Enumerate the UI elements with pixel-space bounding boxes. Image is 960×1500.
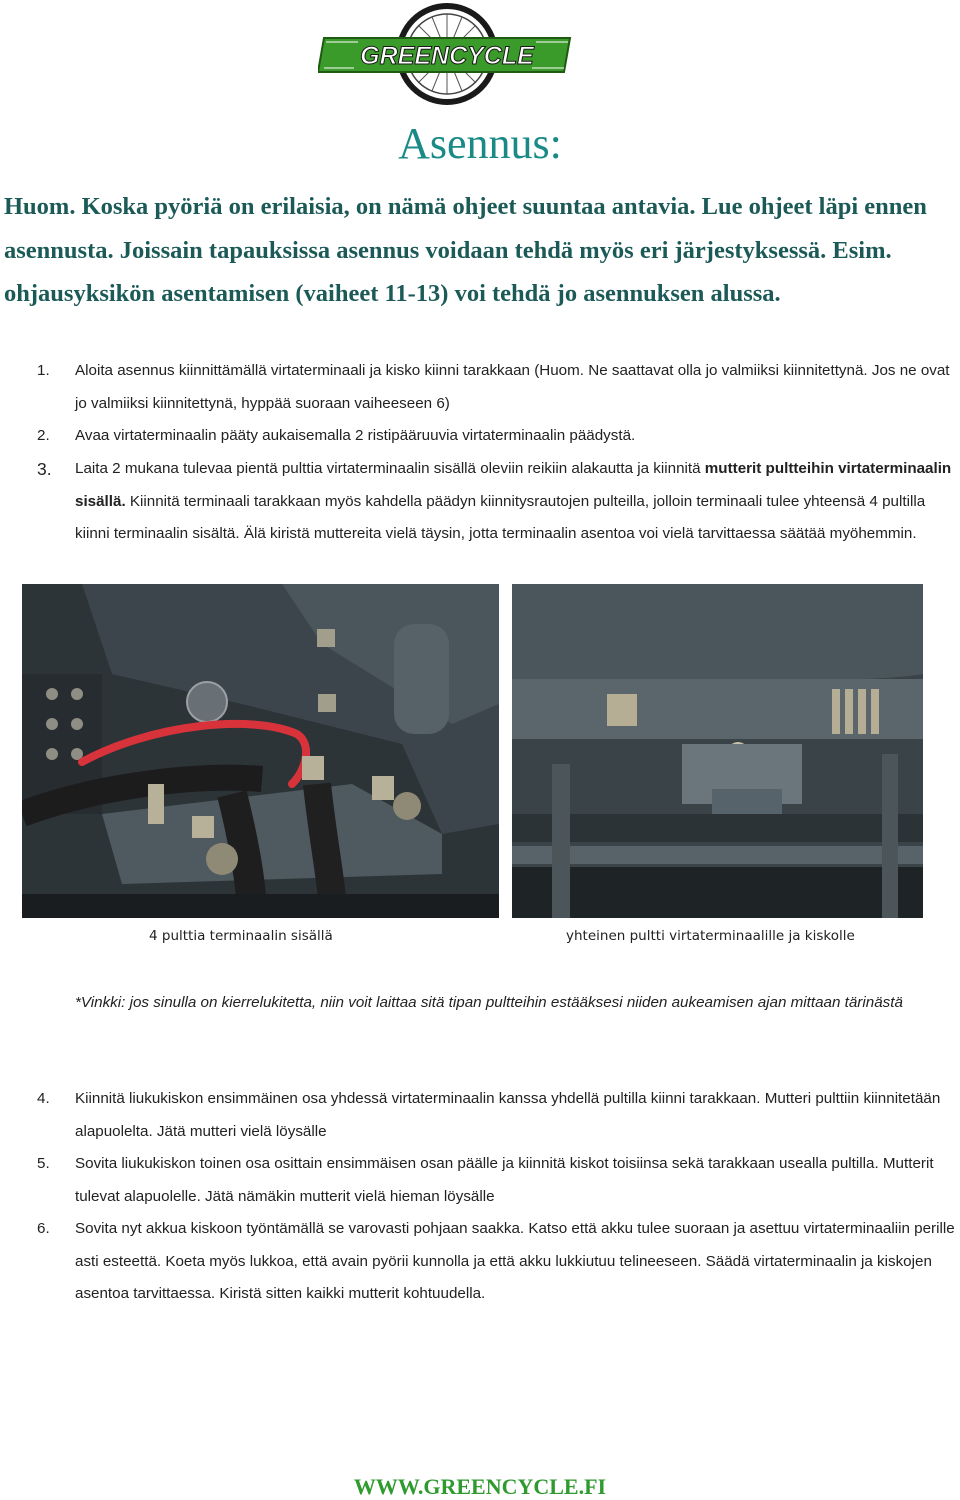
step-number: 5.: [37, 1155, 50, 1172]
step-text: Avaa virtaterminaalin pääty aukaisemalla 2 ristipääruuvia virtaterminaalin päädystä.: [75, 427, 636, 444]
photo-terminal-bolts: [22, 584, 499, 918]
step-number: 4.: [37, 1090, 50, 1107]
greencycle-logo: [318, 2, 576, 106]
step-number: 1.: [37, 362, 50, 379]
photo-common-bolt: [512, 584, 923, 918]
step-text: Aloita asennus kiinnittämällä virtaterminaali ja kisko kiinni tarakkaan (Huom. Ne saattavat olla jo valmiiksi kiinnitettynä. Jos ne ovat jo valmiiksi kiinnitettynä, hyppää suoraan vaiheeseen 6): [75, 362, 950, 412]
step-number: 2.: [37, 427, 50, 444]
step-text: [75, 453, 955, 551]
bicycle-wheel-icon: [318, 2, 576, 106]
photo-caption: 4 pulttia terminaalin sisällä: [149, 928, 333, 944]
photo-caption: yhteinen pultti virtaterminaalille ja kiskolle: [566, 928, 855, 944]
step-text: Sovita nyt akkua kiskoon työntämällä se varovasti pohjaan saakka. Katso että akku tulee suoraan ja asettuu virtaterminaaliin perille asti esteettä. Koeta myös lukkoa, että avain pyörii kunnolla ja että akku lukkiutuu telineeseen. Säädä virtaterminaalin ja kiskojen asentoa tarvittaessa. Kiristä sitten kaikki mutterit kohtuudella.: [75, 1220, 955, 1302]
page-title: Asennus:: [398, 119, 562, 168]
website-link[interactable]: WWW.GREENCYCLE.FI: [353, 1474, 607, 1499]
step-text-bold: mutterit pultteihin virtaterminaalin sisällä.: [75, 460, 952, 510]
tip-note: *Vinkki: jos sinulla on kierrelukitetta, niin voit laittaa sitä tipan pultteihin estääksesi niiden aukeamisen ajan mittaan tärinästä: [75, 994, 903, 1011]
step-text: Sovita liukukiskon toinen osa osittain ensimmäisen osan päälle ja kiinnitä kiskot toisiinsa sekä tarakkaan usealla pultilla. Mutterit tulevat alapuolelle. Jätä nämäkin mutterit vielä hieman löysälle: [75, 1155, 934, 1205]
step-number: 3.: [37, 459, 52, 479]
step-text: Kiinnitä liukukiskon ensimmäinen osa yhdessä virtaterminaalin kanssa yhdellä pultilla kiinni tarakkaan. Mutteri pulttiin kiinnitetään alapuolelta. Jätä mutteri vielä löysälle: [75, 1090, 941, 1140]
step-number: 6.: [37, 1220, 50, 1237]
step-text-part: Kiinnitä terminaali tarakkaan myös kahdella päädyn kiinnitysrautojen pulteilla, jolloin terminaali tulee yhteensä 4 pultilla kiinni terminaalin sisältä. Älä kiristä muttereita vielä täysin, jotta terminaalin asentoa voi vielä tarvittaessa säätää myöhemmin.: [75, 492, 926, 542]
intro-note: Huom. Koska pyöriä on erilaisia, on nämä ohjeet suuntaa antavia. Lue ohjeet läpi ennen asennusta. Joissain tapauksissa asennus voidaan tehdä myös eri järjestyksessä. Esim. ohjausyksikön asentamisen (vaiheet 11-13) voi tehdä jo asennuksen alussa.: [4, 193, 927, 307]
step-text-part: Laita 2 mukana tulevaa pientä pulttia virtaterminaalin sisällä oleviin reikiin alakautta ja kiinnitä: [75, 460, 705, 477]
logo-text: GREENCYCLE: [360, 42, 534, 70]
